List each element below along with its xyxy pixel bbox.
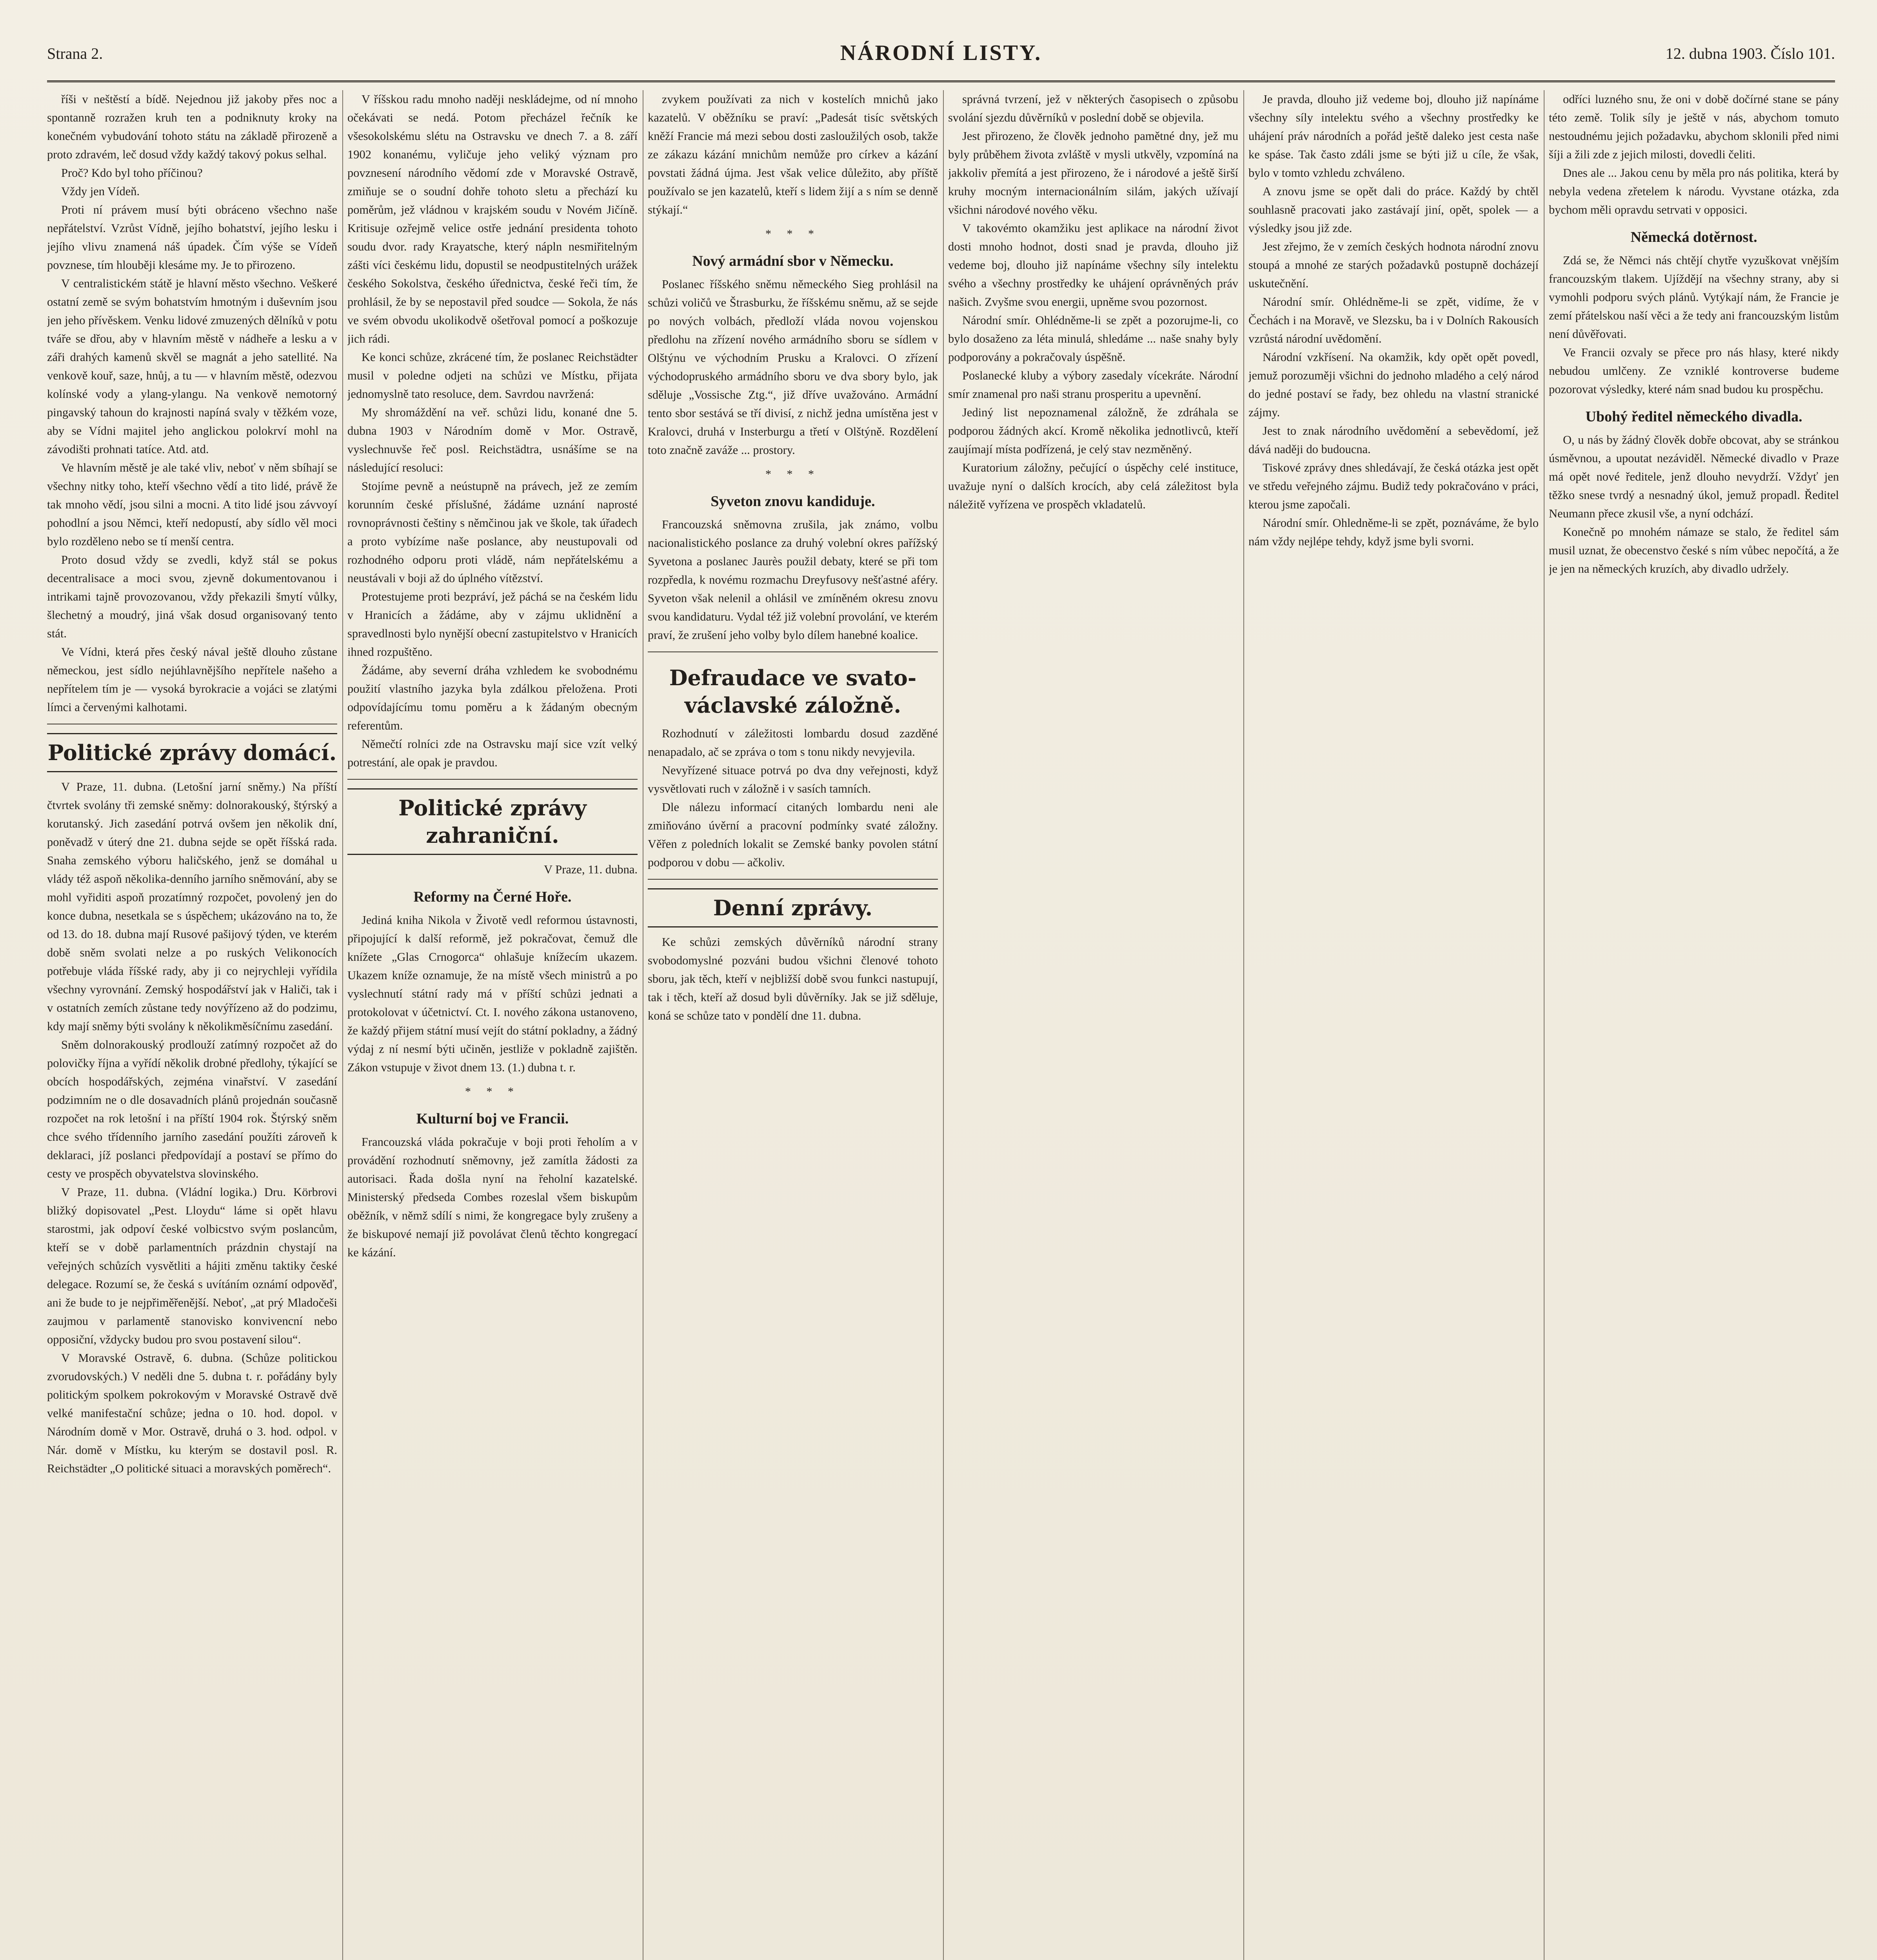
article-heading: Ubohý ředitel německého divadla. — [1585, 408, 1803, 425]
paragraph: Rozhodnutí v záležitosti lombardu dosud zazděné nenapadalo, ač se zpráva o tom s tonu nikdy nevyjevila. — [648, 727, 938, 759]
column-rule — [342, 90, 343, 1960]
paragraph: V centralistickém státě je hlavní město všechno. Veškeré ostatní země se svým bohatstvím hmotným i duševním jsou jen jeho přívěskem. Venku lidové zmuzených dělníků v potu tváře se dřou, aby v hlavním městě v nádheře a lesku a v záři drahých kamenů skvěl se magnát a jeho satellité. Na venkově kouř, saze, hnůj, a tu — v hlavním městě, odezvou kolínské vody a ylang-ylangu. Na venkově nemotorný pingavský tahoun do krajnosti napíná svaly v těžkém voze, aby se Vídni majitel jeho anglickou polokrví mohl na závodišti prohnati tatíce. Atd. atd. — [47, 277, 337, 456]
article-heading: Reformy na Černé Hoře. — [413, 889, 572, 905]
paragraph: Poslanec říšského sněmu německého Sieg prohlásil na schůzi voličů ve Štrasburku, že říšskému sněmu, až se sejde po nových volbách, předloží vláda novou vojenskou předlohu na zřízení nového armádního sboru se sídlem v Olštýnu ve východním Prusku a Kralovci. O zřízení východopruského armádního sboru ve dva sbory bylo, jak sděluje „Vossische Ztg.“, již dříve uvažováno. Armádní tento sbor sestává se tří divisí, z nichž jedna umístěna jest v Kralovci, druhá v Insterburgu a třetí v Olštýně. Rozdělení toto značně zaváže ... prostory. — [648, 278, 938, 457]
paragraph: zvykem používati za nich v kostelích mnichů jako kazatelů. V oběžníku se praví: „Padesát tisíc světských kněží Francie má mezi sebou dosti zasloužilých osob, takže ze zákazu kázání mnichům nemůže pro církev a kázání povstati žádná újma. Jest však velice důležito, aby příště používalo se jen kazatelů, kteří s lidem žijí a s ním se denně stýkají.“ — [648, 93, 938, 216]
paragraph: Sněm dolnorakouský prodlouží zatímný rozpočet až do polovičky října a vyřídí několik drobné předlohy, týkající se obcích hospodářských, zejména vinařství. V zasedání podzimním ne o dle dosavadních plánů projednán současně rozpočet na rok letošní i na příští 1904 rok. Štýrský sněm chce svého třídenního jarního zasedání použíti zároveň k deklaraci, jíž poslanci předpovídají a postaví se přímo do cesty ve prospěch obyvatelstva slovinského. — [47, 1038, 337, 1180]
article-heading: Kulturní boj ve Francii. — [416, 1111, 569, 1127]
paragraph: Národní smír. Ohledněme-li se zpět, poznáváme, že bylo nám vždy nejlépe tehdy, když jsme byli svorni. — [1248, 516, 1539, 548]
paragraph: V takovémto okamžiku jest aplikace na národní život dosti mnoho hodnot, dosti snad je pravda, dlouho již vedeme boj, dlouho již napínáme všechny síly intelektu svého a všechny prostředky ke uhájení oprávněných práv našich. Zvyšme svou energii, upněme svou pozornost. — [948, 221, 1238, 309]
paragraph: O, u nás by žádný člověk dobře obcovat, aby se stránkou úsměvnou, a upoutat nezáviděl. Německé divadlo v Praze má opět nové ředitele, jenž dlouho nevydrží. Vždyť jen těžko snese tvrdý a nesnadný úkol, jemuž propadl. Ředitel Neumann přece zkusil vše, a nyní odchází. — [1549, 433, 1839, 520]
paragraph: Tiskové zprávy dnes shledávají, že česká otázka jest opět ve středu veřejného zájmu. Budiž tedy pokračováno v práci, kterou jsme započali. — [1248, 461, 1539, 511]
column-3 — [648, 90, 938, 1960]
masthead-title: NÁRODNÍ LISTY. — [840, 41, 1042, 65]
paragraph: Jest zřejmo, že v zemích českých hodnota národní znovu stoupá a mnohé ze starých požadavků postupně docházejí uskutečnění. — [1248, 240, 1539, 290]
column-1 — [47, 90, 337, 1960]
paragraph: Nevyřízené situace potrvá po dva dny veřejnosti, když vysvětlovati ruch v záložně i v sasích tamních. — [648, 764, 938, 795]
section-heading: Defraudace ve svato-václavské záložně. — [669, 665, 917, 718]
paragraph: Ve Francii ozvaly se přece pro nás hlasy, které nikdy nebudou umlčeny. Ze vzniklé kontroverse budeme pozorovat výsledky, které nám snad budou ku prospěchu. — [1549, 346, 1839, 396]
article-separator: * * * — [465, 1085, 520, 1098]
paragraph: Poslanecké kluby a výbory zasedaly vícekráte. Národní smír znamenal pro naši stranu prosperitu a upevnění. — [948, 369, 1238, 401]
paragraph: Jest přirozeno, že člověk jednoho pamětné dny, jež mu byly průběhem života zvláště v mysli utkvěly, vzpomíná na jakkoliv přemítá a jest přirozeno, že i národové a ještě širší kruhy mocným internacionálním silám, jakých užívají všichni národové nového věku. — [948, 129, 1238, 216]
paragraph: Němečtí rolníci zde na Ostravsku mají sice vzít velký potrestání, ale opak je pravdou. — [347, 737, 638, 769]
article-separator: * * * — [765, 468, 820, 481]
paragraph: správná tvrzení, jež v některých časopisech o způsobu svolání sjezdu důvěrníků v poslední době se objevila. — [948, 93, 1238, 124]
section-heading: Politické zprávy domácí. — [47, 733, 337, 772]
column-2 — [347, 90, 638, 1960]
paragraph: Dnes ale ... Jakou cenu by měla pro nás politika, která by nebyla vedena zřetelem k národu. Vyvstane otázka, zda bychom měli opravdu setrvati v opposici. — [1549, 166, 1839, 216]
paragraph: říši v neštěstí a bídě. Nejednou již jakoby přes noc a spontanně rozražen kruh ten a podniknuty kroky na konečném vybudování tohoto státu na základě přirozeně a proto zdravém, leč dosud vždy každý takový pokus selhal. — [47, 93, 337, 161]
paragraph: Národní vzkřísení. Na okamžik, kdy opět opět povedl, jemuž porozuměji všichni do jednoho mladého a celý národ do jedné postaví se řady, bez ohledu na vlastní stranické zájmy. — [1248, 350, 1539, 419]
paragraph: Ke konci schůze, zkrácené tím, že poslanec Reichstädter musil v poledne odjeti na schůzi ve Místku, přijata jednomyslně tato resoluce, dem. Savrdou navržená: — [347, 350, 638, 401]
paragraph: Ke schůzi zemských důvěrníků národní strany svobodomyslné pozváni budou všichni členové tohoto sboru, jak těch, kteří v nejbližší době svou funkci nastupují, tak i těch, kteří až dosud byli důvěrníky. Jak se již sděluje, koná se schůze tato v pondělí dne 11. dubna. — [648, 935, 938, 1022]
column-6 — [1549, 90, 1839, 1960]
column-5 — [1248, 90, 1539, 1960]
paragraph: Proto dosud vždy se zvedli, když stál se pokus decentralisace a moci svou, zjevně dokumentovanou i intrikami tajně provozovanou, vždy překazili šmytí vůlky, šlechetný a moudrý, jiná však dosud organisovaný tento stát. — [47, 553, 337, 640]
paragraph: V Praze, 11. dubna. (Letošní jarní sněmy.) Na příští čtvrtek svolány tři zemské sněmy: dolnorakouský, štýrský a korutanský. Jich zasedání potrvá ovšem jen několik dní, poněvadž v úterý dne 21. dubna sejde se opět říšská rada. Snaha zemského výboru haličského, jenž se domáhal u vlády též aspoň několika-denního jarního sněmování, aby se mohl vyřiditi aspoň prozatímný rozpočet, povolený jen do konce dubna, nesetkala se s úspěchem; ukázováno na to, že od 13. do 18. dubna mají Rusové pašijový týden, ve kterém době sněm svolati nelze a po ruských Velikonocích potřebuje vláda říšské rady, aby ji co nejrychleji vyřídila všechny vyrovnání. Zemský hospodářství jak v Haliči, tak i v ostatních zemích zůstane tedy novýřízeno až do podzimu, kdy mají sněmy býti svolány k několikměsíčnímu zasedání. — [47, 780, 337, 1033]
paragraph: Francouzská sněmovna zrušila, jak známo, volbu nacionalistického poslance za druhý volební okres pařížský Syvetona a poslanec Jaurès použil debaty, které se při tom rozpředla, k novému rozmachu Dreyfusovy nešťastné aféry. Syveton však nelenil a ohlásil ve zmíněném okresu znovu svou kandidaturu. Vydal též již volební provolání, ve kterém praví, že zrušení jeho volby bylo dílem hanebné koalice. — [648, 518, 938, 642]
paragraph: Stojíme pevně a neústupně na právech, jež ze zemím korunním české příslušné, žádáme uznání naprosté rovnoprávnosti češtiny s němčinou jak ve škole, tak úřadech a proto vybízíme naše poslance, aby neustupovali od rozhodného odporu proti vládě, nám nepřátelskému a neustávali v boji až do úplného vítězství. — [347, 479, 638, 585]
paragraph: My shromáždění na veř. schůzi lidu, konané dne 5. dubna 1903 v Národním domě v Mor. Ostravě, vyslechnuvše řeč posl. Reichstädtra, usnášíme se na následující resoluci: — [347, 406, 638, 474]
section-heading: Politické zprávy zahraniční. — [347, 788, 638, 855]
paragraph: Žádáme, aby severní dráha vzhledem ke svobodnému použití vlastního jazyka byla zdálkou přeložena. Proti odpovídajícímu tomu poměru a k žádaným obecným referentům. — [347, 664, 638, 732]
page-header — [47, 37, 1835, 80]
paragraph: Protestujeme proti bezpráví, jež páchá se na českém lidu v Hranicích a žádáme, aby v zájmu uklidnění a spravedlnosti bylo nynější obecní zastupitelstvo v Hranicích ihned rozpuštěno. — [347, 590, 638, 659]
paragraph: V Moravské Ostravě, 6. dubna. (Schůze politickou zvorudovských.) V neděli dne 5. dubna t. r. pořádány byly politickým spolkem pokrokovým v Moravské Ostravě dvě velké manifestační schůze; jedna o 10. hod. dopol. v Národním domě v Mor. Ostravě, druhá o 3. hod. odpol. v Nár. domě v Místku, ku kterým se dostavil posl. R. Reichstädter „O politické situaci a moravských poměrech“. — [47, 1351, 337, 1475]
paragraph: Zdá se, že Němci nás chtějí chytře vyzuškovat vnějším francouzským tlakem. Ujíždějí na všechny strany, aby si vymohli podporu svých plánů. Vytýkají nám, že Francie je zemí přátelskou naší věci a že tedy ani francouzským listům není důvěřovati. — [1549, 254, 1839, 341]
paragraph: A znovu jsme se opět dali do práce. Každý by chtěl souhlasně pracovati jako zastávají jiní, opět, spolek — a výsledky jsou již zde. — [1248, 185, 1539, 235]
paragraph: Je pravda, dlouho již vedeme boj, dlouho již napínáme všechny síly intelektu svého a všechny prostředky ke uhájení práv národních a pořád ještě daleko jest cesta naše ke spáse. Tak často zdáli jsme se býti již u cíle, že však, bylo v tomto vzhledu zchváleno. — [1248, 93, 1539, 180]
paragraph: V Praze, 11. dubna. (Vládní logika.) Dru. Körbrovi bližký dopisovatel „Pest. Lloydu“ láme si opět hlavu starostmi, jak odpoví české volbicstvo svým poslancům, kteří se v době parlamentních prázdnin chystají na veřejných schůzích vysvětliti a hájiti změnu taktiky české delegace. Rozumí se, že česká s uvítáním oznámí odpověď, ani že bude to je nejpřiměřenější. Neboť, „at prý Mladočeši zaujmou v parlamentě stanovisko konvivencní nebo opposiční, vždycky budou pro svou postavení silou“. — [47, 1185, 337, 1346]
paragraph: V říšskou radu mnoho naději neskládejme, od ní mnoho očekávati se nedá. Potom přecházel řečník ke všesokolskému slétu na Ostravsku ve dnech 7. a 8. září 1902 konanému, vyličuje jeho veliký význam pro povznesení národního vědomí zde v Moravské Ostravě, zmiňuje se o soudní dohře tohoto sletu a přechází ku poměrům, jež vládnou v krajském soudu v Novém Jičíně. Kritisuje ozřejmě velice ostře jednání presidenta tohoto soudu dvor. rady Krayatsche, který nápln nesmiřitelným zášti víci českému lidu, dopustil se neodpustitelných urážek českého Sokolstva, českého úřednictva, české řeči tím, že prohlásil, že by se nepostavil před soudce — Sokola, že nás ve svém obvodu ukolikodvě ošetřoval pomocí a poškozuje jich rádi. — [347, 93, 638, 345]
article-columns — [47, 90, 1839, 1960]
dateline: V Praze, 11. dubna. — [544, 863, 638, 876]
paragraph: odříci luzného snu, že oni v době dočírné stane se pány této země. Tolik síly je ještě v nás, abychom tomuto nestoudnému jejich požadavku, abychom sklonili před nimi šíji a žili zde z jejich milosti, dovedli čeliti. — [1549, 93, 1839, 161]
section-heading: Denní zprávy. — [648, 888, 938, 927]
column-4 — [948, 90, 1238, 1960]
paragraph: Jediný list nepoznamenal záložně, že zdráhala se podporou žádných akcí. Kromě několika jednotlivců, kteří zaujímají místa podřízená, je celý stav nezměněný. — [948, 406, 1238, 456]
paragraph: Ve Vídni, která přes český nával ještě dlouho zůstane německou, jest sídlo nejúhlavnějšího nepřítele našeho a nepřítelem tím je — vysoká byrokracie a vojáci se zlatými límci a červenými kalhotami. — [47, 645, 337, 714]
paragraph: Jediná kniha Nikola v Životě vedl reformou ústavnosti, připojující k další reformě, jež pokračovat, čemuž dle knížete „Glas Crnogorca“ ohlašuje knížecím ukazem. Ukazem kníže oznamuje, že na místě všech ministrů a po vyslechnutí státní rady má v příští schůzi jednati a protokolovat v účetnictví. Ct. I. nového zákona ustanoveno, že každý přijem státní musí vejít do státní pokladny, a žádný výdaj z ní nesmí býti učiněn, jestliže v pokladně zajištěn. Zákon vstupuje v život dnem 13. (1.) dubna t. r. — [347, 913, 638, 1074]
section-divider — [648, 879, 938, 880]
paragraph: Národní smír. Ohlédněme-li se zpět, vidíme, že v Čechách i na Moravě, ve Slezsku, ba i v Dolních Rakousích vzrůstá národní uvědomění. — [1248, 295, 1539, 345]
paragraph: Francouzská vláda pokračuje v boji proti řeholím a v provádění rozhodnutí sněmovny, jež zamítla žádosti za autorisaci. Řada došla nyní na řeholní kazatelské. Ministerský předseda Combes rozeslal všem biskupům oběžník, v němž sdílí s nimi, že kongregace byly zrušeny a že biskupové nemají již povolávat členů těchto kongregací ke kázání. — [347, 1135, 638, 1259]
article-heading: Nový armádní sbor v Německu. — [692, 253, 894, 269]
paragraph: Dle nálezu informací citaných lombardu neni ale zmiňováno úvěrní a pracovní podmínky svaté záložny. Věřen z poledních lokalit se Zemské banky povolen státní podporou v dobu — ačkoliv. — [648, 800, 938, 869]
paragraph: Jest to znak národního uvědomění a sebevědomí, jež dává naději do budoucna. — [1248, 424, 1539, 456]
article-heading: Německá dotěrnost. — [1630, 229, 1757, 245]
issue-date: 12. dubna 1903. Číslo 101. — [1665, 45, 1835, 62]
paragraph: Kuratorium záložny, pečující o úspěchy celé instituce, uvažuje nyní o dalších krocích, aby celá záležitost byla náležitě vyřízena ve prospěch vkladatelů. — [948, 461, 1238, 511]
paragraph: Proti ní právem musí býti obráceno všechno naše nepřátelství. Vzrůst Vídně, jejího bohatství, jejího lesku i jejího vlivu znamená náš úpadek. Čím výše se Vídeň povznese, tím hlouběji klesáme my. Je to přirozeno. — [47, 203, 337, 272]
paragraph: Konečně po mnohém námaze se stalo, že ředitel sám musil uznat, že obecenstvo české s ním vůbec nepočítá, a že je jen na německých kruzích, aby divadlo udržely. — [1549, 525, 1839, 575]
paragraph: Ve hlavním městě je ale také vliv, neboť v něm sbíhají se všechny nitky toho, kteří všechno vědí a tito lidé, právě že tak mnoho vědí, jsou silni a mocni. A tito lidé jsou závvoyí pohodlní a jsou Němci, kteří nedopustí, aby sídlo věl moci bylo rozděleno nebo se tí menší centra. — [47, 461, 337, 548]
column-rule — [1243, 90, 1244, 1960]
article-separator: * * * — [765, 227, 820, 240]
paragraph: Vždy jen Vídeň. — [61, 185, 140, 198]
page-number: Strana 2. — [47, 45, 103, 62]
paragraph: Proč? Kdo byl toho příčinou? — [61, 166, 203, 180]
header-rule — [47, 80, 1835, 82]
column-rule — [943, 90, 944, 1960]
section-divider — [347, 779, 638, 780]
paragraph: Národní smír. Ohlédněme-li se zpět a pozorujme-li, co bylo dosaženo za léta minulá, shledáme ... naše snahy byly podporovány a pokračovaly úspěšně. — [948, 314, 1238, 364]
article-heading: Syveton znovu kandiduje. — [710, 493, 875, 510]
